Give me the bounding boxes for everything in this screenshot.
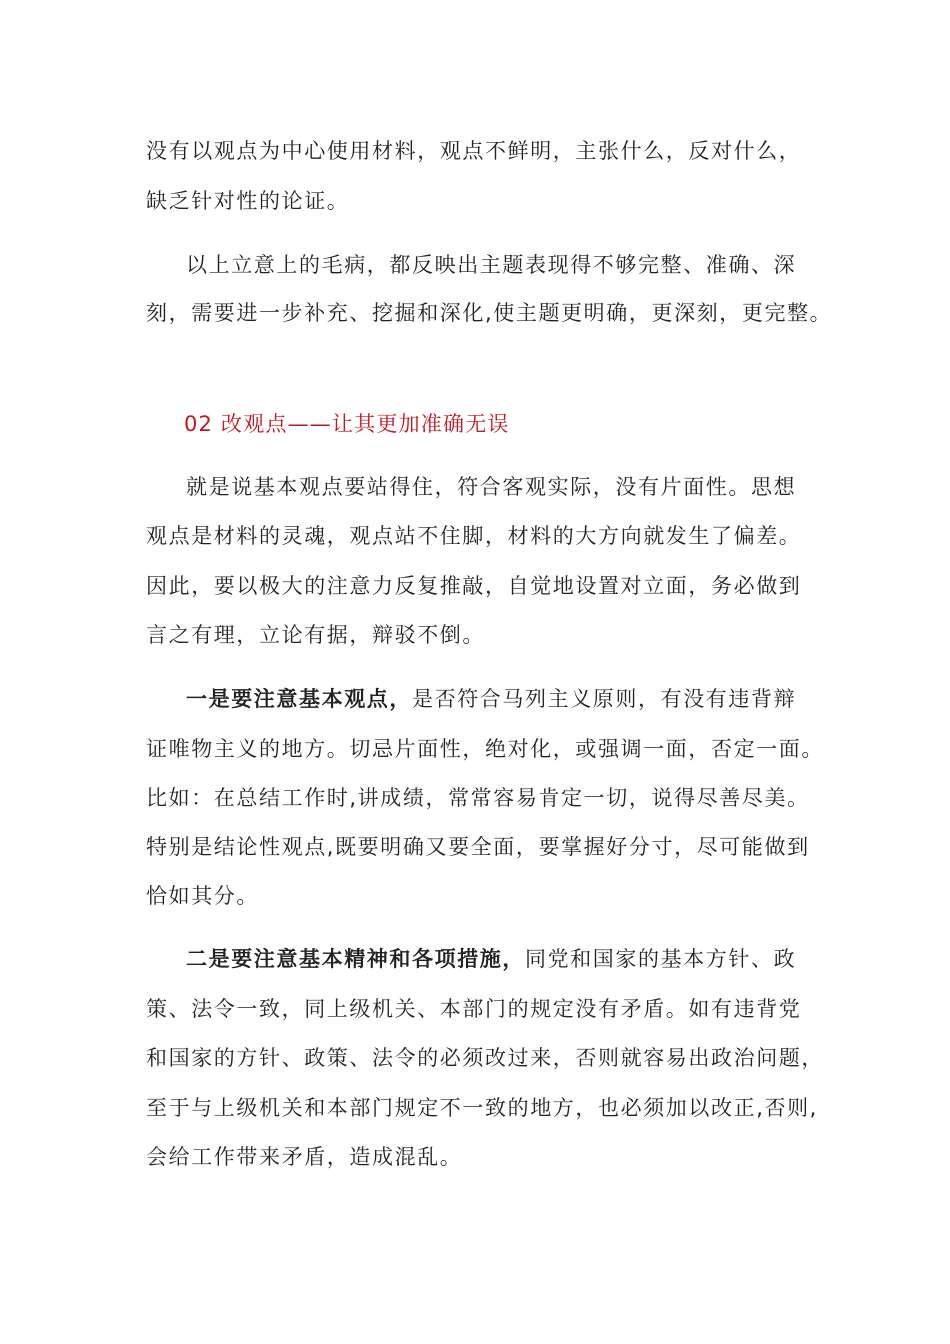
paragraph-3-line-2: 观点是材料的灵魂，观点站不住脚，材料的大方向就发生了偏差。 [146, 524, 802, 548]
paragraph-5-line-5: 会给工作带来矛盾，造成混乱。 [146, 1145, 463, 1169]
paragraph-4-line-1 [186, 684, 796, 714]
paragraph-5-line-3: 和国家的方针、政策、法令的必须改过来，否则就容易出政治问题， [146, 1046, 824, 1070]
paragraph-4-bold-lead: 一是要注意基本观点， [186, 687, 412, 711]
paragraph-2-line-2: 刻，需要进一步补充、挖掘和深化,使主题更明确，更深刻，更完整。 [146, 301, 833, 325]
paragraph-5-line-1 [186, 944, 796, 974]
paragraph-5-first-rest: 同党和国家的基本方针、政 [525, 947, 797, 971]
paragraph-1-line-2: 缺乏针对性的论证。 [146, 189, 350, 213]
paragraph-4-first-rest: 是否符合马列主义原则，有没有违背辩 [412, 687, 797, 711]
paragraph-4-line-3: 比如：在总结工作时,讲成绩，常常容易肯定一切，说得尽善尽美。 [146, 786, 810, 810]
paragraph-2-line-1: 以上立意上的毛病，都反映出主题表现得不够完整、准确、深 [186, 253, 797, 277]
paragraph-3-line-3: 因此，要以极大的注意力反复推敲，自觉地设置对立面，务必做到 [146, 574, 802, 598]
paragraph-5-line-4: 至于与上级机关和本部门规定不一致的地方，也必须加以改正,否则, [146, 1096, 818, 1120]
paragraph-3-line-4: 言之有理，立论有据，辩驳不倒。 [146, 623, 485, 647]
paragraph-5-bold-lead: 二是要注意基本精神和各项措施， [186, 947, 525, 971]
paragraph-4-line-4: 特别是结论性观点,既要明确又要全面，要掌握好分寸，尽可能做到 [146, 835, 810, 859]
paragraph-3-line-1: 就是说基本观点要站得住，符合客观实际，没有片面性。思想 [186, 475, 797, 499]
section-heading: 02 改观点——让其更加准确无误 [184, 412, 510, 436]
paragraph-4-line-5: 恰如其分。 [146, 884, 259, 908]
paragraph-5-line-2: 策、法令一致，同上级机关、本部门的规定没有矛盾。如有违背党 [146, 997, 802, 1021]
paragraph-1-line-1: 没有以观点为中心使用材料，观点不鲜明，主张什么，反对什么， [146, 139, 802, 163]
paragraph-4-line-2: 证唯物主义的地方。切忌片面性，绝对化，或强调一面，否定一面。 [146, 737, 824, 761]
